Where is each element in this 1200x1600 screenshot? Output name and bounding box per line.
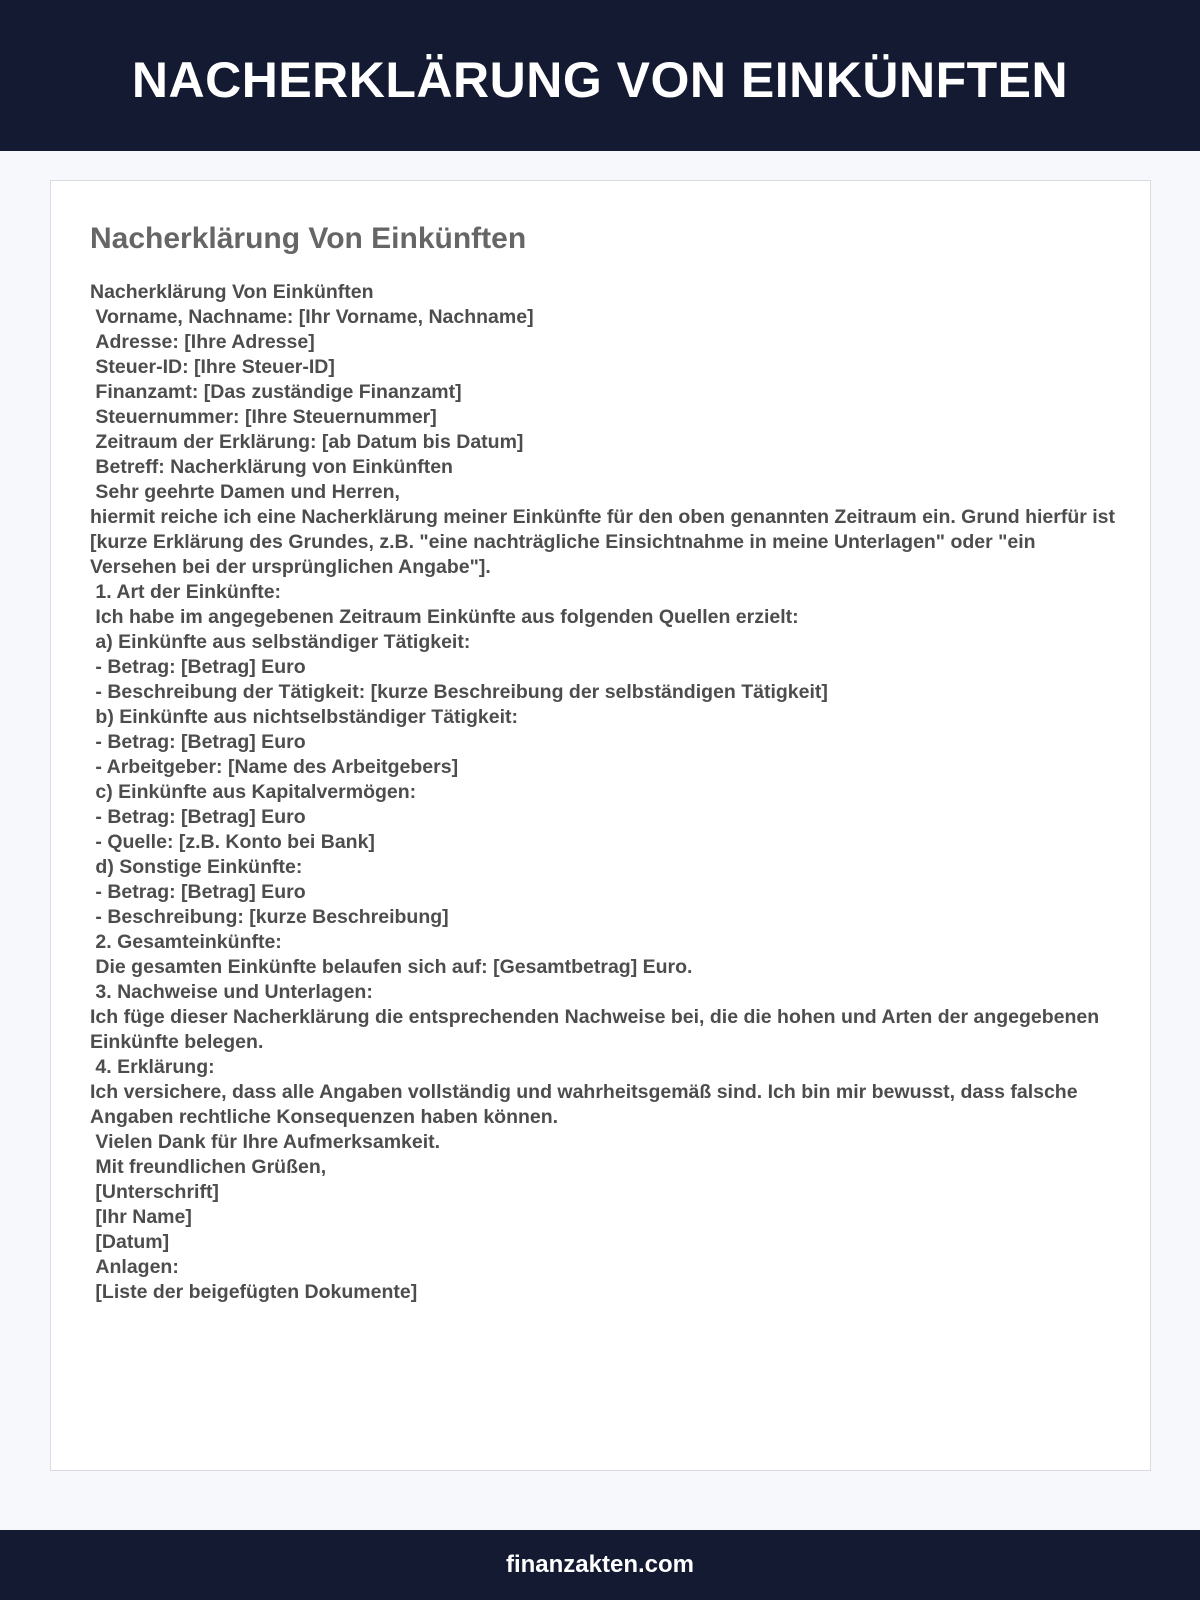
- document-line: Mit freundlichen Grüßen,: [90, 1156, 327, 1178]
- document-line: - Beschreibung: [kurze Beschreibung]: [90, 906, 449, 928]
- document-line: 3. Nachweise und Unterlagen:: [90, 981, 373, 1003]
- document-line: d) Sonstige Einkünfte:: [90, 856, 303, 878]
- document-line: Betreff: Nacherklärung von Einkünften: [90, 456, 453, 478]
- document-line: - Betrag: [Betrag] Euro: [90, 656, 306, 678]
- document-line: 2. Gesamteinkünfte:: [90, 931, 282, 953]
- document-line: a) Einkünfte aus selbständiger Tätigkeit:: [90, 631, 471, 653]
- footer-site-name: finanzakten.com: [505, 1551, 695, 1578]
- document-line: Die gesamten Einkünfte belaufen sich auf: [Gesamtbetrag] Euro.: [90, 956, 693, 978]
- header-banner: [0, 0, 1200, 151]
- document-line: - Betrag: [Betrag] Euro: [90, 806, 306, 828]
- document-card: [50, 180, 1151, 1471]
- document-line: 4. Erklärung:: [90, 1056, 215, 1078]
- document-line: Anlagen:: [90, 1256, 179, 1278]
- document-line: Ich versichere, dass alle Angaben vollständig und wahrheitsgemäß sind. Ich bin mir bewusst, dass falsche Angaben rechtliche Konsequenzen haben können.: [90, 1081, 1083, 1128]
- document-line: Vielen Dank für Ihre Aufmerksamkeit.: [90, 1131, 441, 1153]
- document-line: Zeitraum der Erklärung: [ab Datum bis Datum]: [90, 431, 524, 453]
- document-line: b) Einkünfte aus nichtselbständiger Tätigkeit:: [90, 706, 518, 728]
- document-line: Ich habe im angegebenen Zeitraum Einkünfte aus folgenden Quellen erzielt:: [90, 606, 799, 628]
- document-line: - Beschreibung der Tätigkeit: [kurze Beschreibung der selbständigen Tätigkeit]: [90, 681, 828, 703]
- document-title: Nacherklärung Von Einkünften: [90, 222, 527, 255]
- document-line: [Liste der beigefügten Dokumente]: [90, 1281, 418, 1303]
- document-line: - Arbeitgeber: [Name des Arbeitgebers]: [90, 756, 459, 778]
- document-body: [90, 280, 1120, 1305]
- document-line: Nacherklärung Von Einkünften: [90, 281, 374, 303]
- document-line: [Datum]: [90, 1231, 170, 1253]
- document-line: [Ihr Name]: [90, 1206, 192, 1228]
- document-line: c) Einkünfte aus Kapitalvermögen:: [90, 781, 417, 803]
- document-line: Steuer-ID: [Ihre Steuer-ID]: [90, 356, 335, 378]
- document-line: Vorname, Nachname: [Ihr Vorname, Nachname]: [90, 306, 534, 328]
- document-line: 1. Art der Einkünfte:: [90, 581, 282, 603]
- document-line: - Betrag: [Betrag] Euro: [90, 881, 306, 903]
- document-line: Finanzamt: [Das zuständige Finanzamt]: [90, 381, 462, 403]
- document-line: Steuernummer: [Ihre Steuernummer]: [90, 406, 437, 428]
- page-heading: NACHERKLÄRUNG VON EINKÜNFTEN: [131, 51, 1069, 108]
- document-line: - Quelle: [z.B. Konto bei Bank]: [90, 831, 375, 853]
- document-line: Sehr geehrte Damen und Herren,: [90, 481, 400, 503]
- document-line: [Unterschrift]: [90, 1181, 219, 1203]
- document-line: Ich füge dieser Nacherklärung die entsprechenden Nachweise bei, die die hohen und Arten der angegebenen Einkünfte belegen.: [90, 1006, 1105, 1053]
- document-line: hiermit reiche ich eine Nacherklärung meiner Einkünfte für den oben genannten Zeitraum ein. Grund hierfür ist [kurze Erklärung des Grundes, z.B. "eine nachträgliche Einsichtnahme in meine Unterlagen" oder "ein Versehen bei der ursprünglichen Angabe"].: [90, 506, 1121, 578]
- document-line: - Betrag: [Betrag] Euro: [90, 731, 306, 753]
- footer-bar: [0, 1530, 1200, 1600]
- document-line: Adresse: [Ihre Adresse]: [90, 331, 315, 353]
